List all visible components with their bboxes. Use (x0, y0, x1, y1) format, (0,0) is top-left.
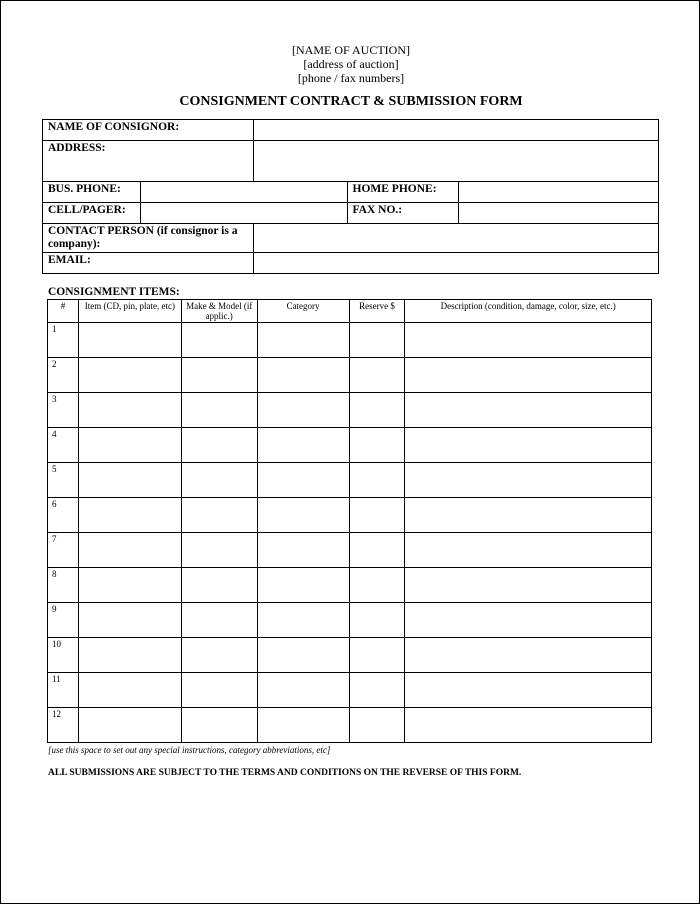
item-cell[interactable] (78, 393, 181, 428)
reserve-cell[interactable] (349, 568, 405, 603)
item-cell[interactable] (78, 463, 181, 498)
make-model-cell[interactable] (181, 533, 257, 568)
item-row (48, 673, 652, 708)
category-cell[interactable] (257, 603, 349, 638)
email-label: EMAIL: (43, 253, 254, 274)
category-cell[interactable] (257, 463, 349, 498)
col-number: # (48, 300, 79, 323)
cell-pager-field[interactable] (140, 203, 347, 224)
description-cell[interactable] (405, 673, 652, 708)
row-number: 10 (48, 638, 79, 673)
make-model-cell[interactable] (181, 708, 257, 743)
item-cell[interactable] (78, 498, 181, 533)
description-cell[interactable] (405, 568, 652, 603)
make-model-cell[interactable] (181, 568, 257, 603)
contact-person-field[interactable] (253, 224, 658, 253)
home-phone-label: HOME PHONE: (347, 182, 459, 203)
description-cell[interactable] (405, 393, 652, 428)
description-cell[interactable] (405, 533, 652, 568)
col-category: Category (257, 300, 349, 323)
item-row (48, 463, 652, 498)
item-row (48, 533, 652, 568)
reserve-cell[interactable] (349, 673, 405, 708)
description-cell[interactable] (405, 498, 652, 533)
address-label: ADDRESS: (43, 141, 254, 182)
item-row (48, 393, 652, 428)
reserve-cell[interactable] (349, 533, 405, 568)
consignment-items-label: CONSIGNMENT ITEMS: (48, 286, 180, 298)
description-cell[interactable] (405, 708, 652, 743)
consignor-info-table (42, 119, 659, 274)
bus-phone-label: BUS. PHONE: (43, 182, 141, 203)
description-cell[interactable] (405, 428, 652, 463)
item-row (48, 708, 652, 743)
fax-field[interactable] (459, 203, 659, 224)
terms-notice: ALL SUBMISSIONS ARE SUBJECT TO THE TERMS AND CONDITIONS ON THE REVERSE OF THIS FORM. (48, 768, 522, 778)
col-item: Item (CD, pin, plate, etc) (78, 300, 181, 323)
cell-pager-label: CELL/PAGER: (43, 203, 141, 224)
form-title: CONSIGNMENT CONTRACT & SUBMISSION FORM (179, 94, 523, 109)
col-description: Description (condition, damage, color, size, etc.) (405, 300, 652, 323)
auction-phone: [phone / fax numbers] (297, 71, 405, 85)
category-cell[interactable] (257, 638, 349, 673)
email-field[interactable] (253, 253, 658, 274)
address-field[interactable] (253, 141, 658, 182)
item-row (48, 358, 652, 393)
contact-person-label: CONTACT PERSON (if consignor is a company): (43, 224, 254, 253)
reserve-cell[interactable] (349, 463, 405, 498)
row-number: 11 (48, 673, 79, 708)
description-cell[interactable] (405, 358, 652, 393)
reserve-cell[interactable] (349, 358, 405, 393)
reserve-cell[interactable] (349, 393, 405, 428)
reserve-cell[interactable] (349, 323, 405, 358)
make-model-cell[interactable] (181, 323, 257, 358)
consignor-name-field[interactable] (253, 120, 658, 141)
row-number: 8 (48, 568, 79, 603)
row-number: 3 (48, 393, 79, 428)
description-cell[interactable] (405, 603, 652, 638)
reserve-cell[interactable] (349, 428, 405, 463)
fax-label: FAX NO.: (347, 203, 459, 224)
description-cell[interactable] (405, 463, 652, 498)
description-cell[interactable] (405, 323, 652, 358)
item-row (48, 603, 652, 638)
auction-address: [address of auction] (303, 57, 399, 71)
item-row (48, 498, 652, 533)
category-cell[interactable] (257, 708, 349, 743)
item-cell[interactable] (78, 603, 181, 638)
row-number: 9 (48, 603, 79, 638)
row-number: 5 (48, 463, 79, 498)
item-cell[interactable] (78, 568, 181, 603)
category-cell[interactable] (257, 358, 349, 393)
item-cell[interactable] (78, 673, 181, 708)
item-row (48, 323, 652, 358)
description-cell[interactable] (405, 638, 652, 673)
row-number: 6 (48, 498, 79, 533)
make-model-cell[interactable] (181, 463, 257, 498)
make-model-cell[interactable] (181, 638, 257, 673)
consignor-name-label: NAME OF CONSIGNOR: (43, 120, 254, 141)
reserve-cell[interactable] (349, 498, 405, 533)
special-instructions-note: [use this space to set out any special instructions, category abbreviations, etc] (48, 745, 331, 755)
item-cell[interactable] (78, 533, 181, 568)
make-model-cell[interactable] (181, 393, 257, 428)
consignment-items-table (47, 299, 652, 743)
category-cell[interactable] (257, 498, 349, 533)
col-reserve: Reserve $ (349, 300, 405, 323)
category-cell[interactable] (257, 673, 349, 708)
category-cell[interactable] (257, 323, 349, 358)
auction-name: [NAME OF AUCTION] (292, 43, 410, 57)
make-model-cell[interactable] (181, 673, 257, 708)
row-number: 12 (48, 708, 79, 743)
make-model-cell[interactable] (181, 603, 257, 638)
item-cell[interactable] (78, 358, 181, 393)
item-cell[interactable] (78, 323, 181, 358)
item-cell[interactable] (78, 708, 181, 743)
category-cell[interactable] (257, 428, 349, 463)
make-model-cell[interactable] (181, 428, 257, 463)
reserve-cell[interactable] (349, 638, 405, 673)
category-cell[interactable] (257, 393, 349, 428)
item-cell[interactable] (78, 428, 181, 463)
item-row (48, 638, 652, 673)
row-number: 7 (48, 533, 79, 568)
col-make-model: Make & Model (if applic.) (181, 300, 257, 323)
bus-phone-field[interactable] (140, 182, 347, 203)
reserve-cell[interactable] (349, 603, 405, 638)
home-phone-field[interactable] (459, 182, 659, 203)
row-number: 1 (48, 323, 79, 358)
reserve-cell[interactable] (349, 708, 405, 743)
item-cell[interactable] (78, 638, 181, 673)
make-model-cell[interactable] (181, 498, 257, 533)
category-cell[interactable] (257, 568, 349, 603)
row-number: 4 (48, 428, 79, 463)
item-row (48, 428, 652, 463)
make-model-cell[interactable] (181, 358, 257, 393)
item-row (48, 568, 652, 603)
category-cell[interactable] (257, 533, 349, 568)
row-number: 2 (48, 358, 79, 393)
